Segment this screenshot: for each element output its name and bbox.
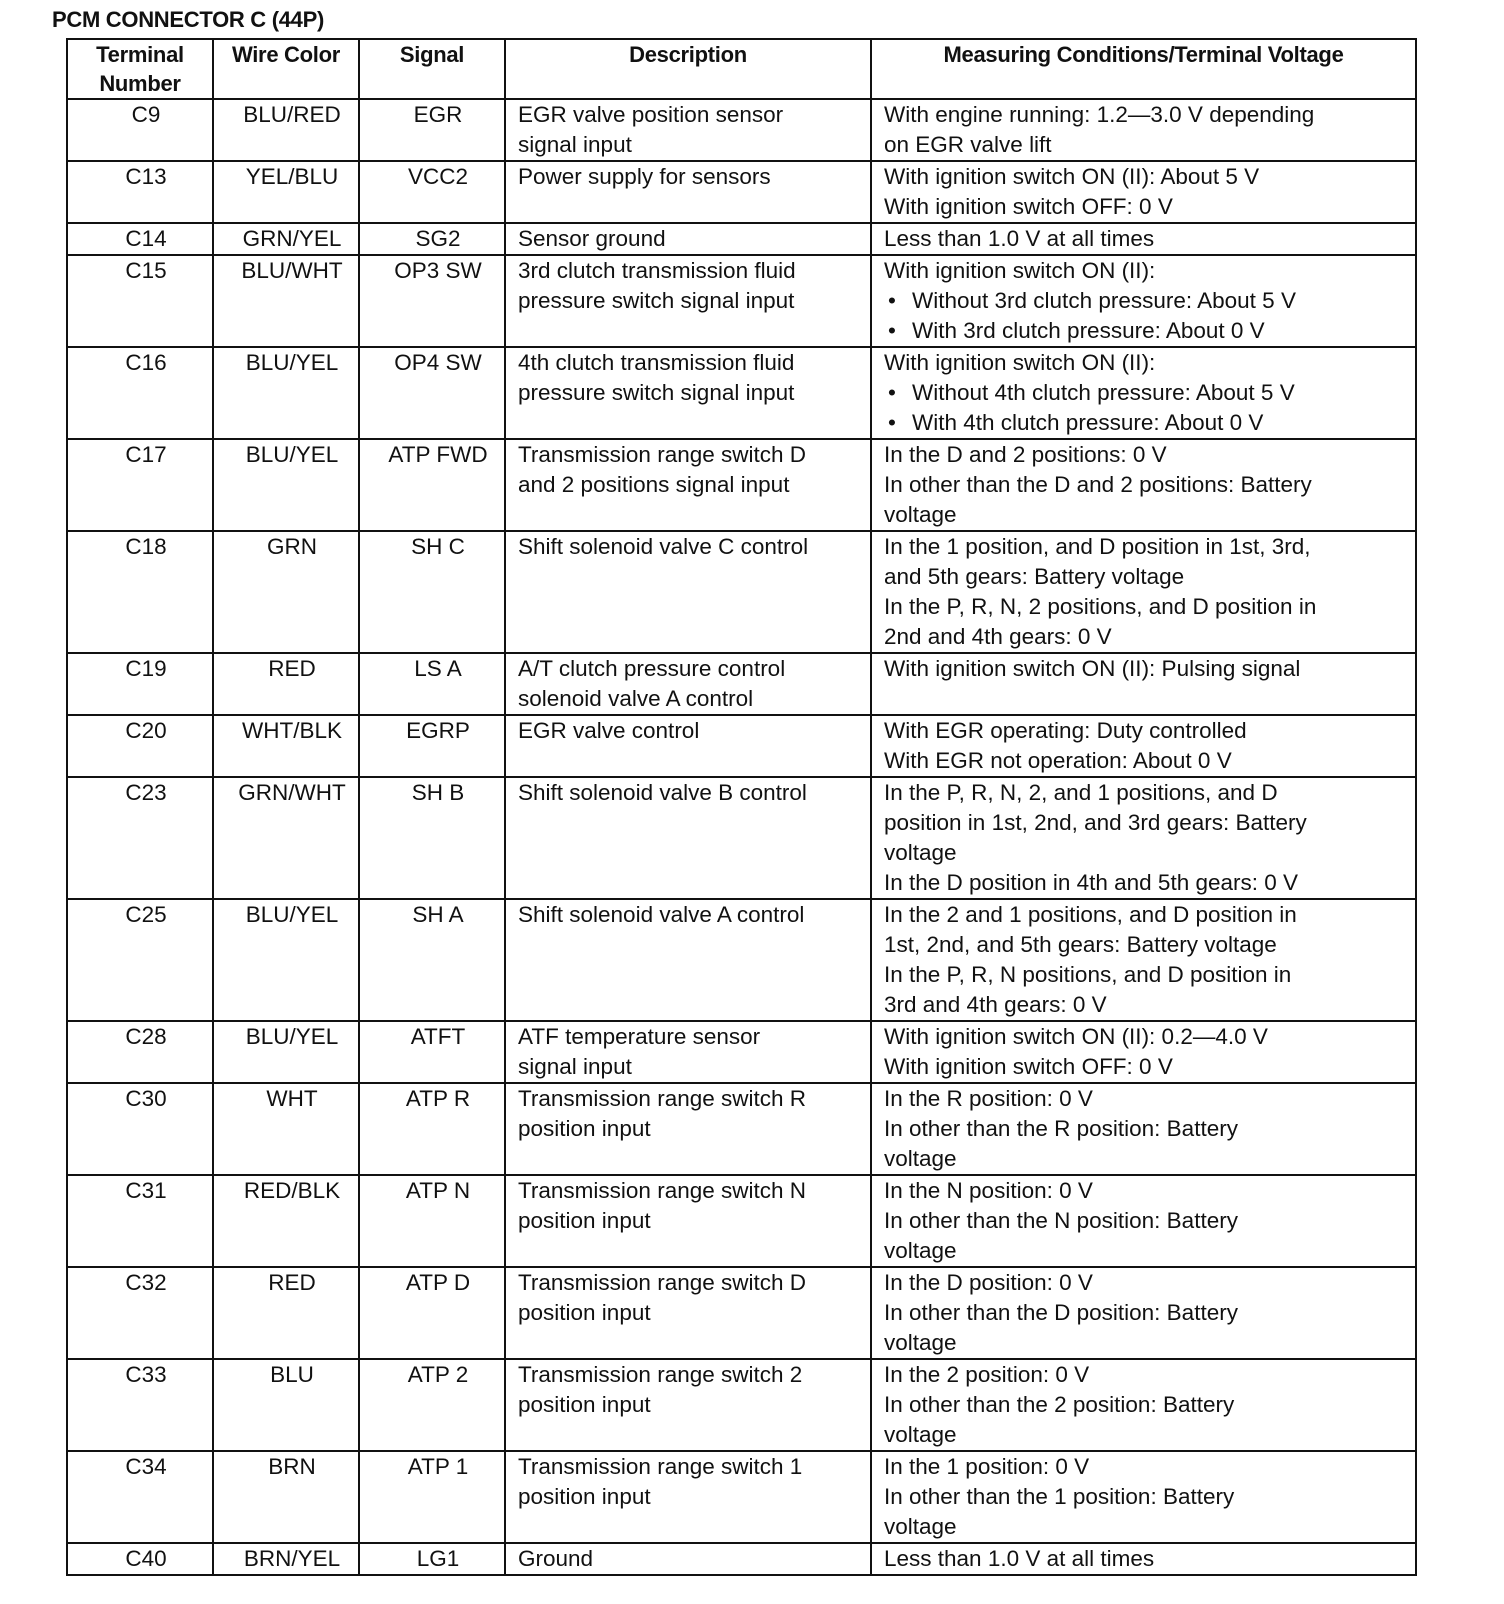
measuring-conditions-cell xyxy=(871,1267,1416,1359)
description-line: signal input xyxy=(518,132,632,157)
description-line: Shift solenoid valve C control xyxy=(518,534,809,559)
measuring-line: voltage xyxy=(884,1330,957,1355)
measuring-bullet-item: • With 3rd clutch pressure: About 0 V xyxy=(884,316,1415,346)
signal-cell: ATP D xyxy=(359,1267,505,1359)
description-cell xyxy=(505,1267,871,1359)
measuring-conditions-cell xyxy=(871,223,1416,255)
table-row xyxy=(67,1021,1416,1083)
header-description: Description xyxy=(505,39,871,99)
signal-cell: VCC2 xyxy=(359,161,505,223)
wire-color-cell: GRN xyxy=(213,531,359,653)
table-row xyxy=(67,715,1416,777)
measuring-conditions-cell xyxy=(871,161,1416,223)
terminal-number-cell: C25 xyxy=(67,899,213,1021)
description-line: 4th clutch transmission fluid xyxy=(518,350,795,375)
header-signal: Signal xyxy=(359,39,505,99)
description-line: position input xyxy=(518,1300,651,1325)
table-row xyxy=(67,347,1416,439)
terminal-number-cell: C32 xyxy=(67,1267,213,1359)
measuring-conditions-cell xyxy=(871,1175,1416,1267)
measuring-conditions-cell xyxy=(871,1543,1416,1575)
terminal-number-cell: C20 xyxy=(67,715,213,777)
measuring-line: In the D position in 4th and 5th gears: 0 V xyxy=(884,870,1299,895)
wire-color-cell: BLU/WHT xyxy=(213,255,359,347)
measuring-line: With engine running: 1.2—3.0 V depending xyxy=(884,102,1315,127)
wire-color-cell: BRN/YEL xyxy=(213,1543,359,1575)
wire-color-cell: BLU/YEL xyxy=(213,439,359,531)
table-row xyxy=(67,531,1416,653)
connector-table xyxy=(66,38,1417,1576)
measuring-line: With ignition switch ON (II): About 5 V xyxy=(884,164,1260,189)
description-line: ATF temperature sensor xyxy=(518,1024,761,1049)
terminal-number-cell: C33 xyxy=(67,1359,213,1451)
terminal-number-cell: C14 xyxy=(67,223,213,255)
signal-cell: OP3 SW xyxy=(359,255,505,347)
measuring-line: In the D position: 0 V xyxy=(884,1270,1093,1295)
measuring-bullet-item: • Without 4th clutch pressure: About 5 V xyxy=(884,378,1415,408)
wire-color-cell: BLU/RED xyxy=(213,99,359,161)
description-line: EGR valve control xyxy=(518,718,700,743)
measuring-line: voltage xyxy=(884,1146,957,1171)
description-cell xyxy=(505,347,871,439)
measuring-line: In the 1 position: 0 V xyxy=(884,1454,1090,1479)
description-line: pressure switch signal input xyxy=(518,380,795,405)
measuring-line: With ignition switch ON (II): xyxy=(884,258,1156,283)
description-cell xyxy=(505,1175,871,1267)
table-row xyxy=(67,899,1416,1021)
description-line: Shift solenoid valve B control xyxy=(518,780,807,805)
measuring-line: 1st, 2nd, and 5th gears: Battery voltage xyxy=(884,932,1277,957)
description-cell xyxy=(505,1359,871,1451)
description-line: solenoid valve A control xyxy=(518,686,754,711)
description-cell xyxy=(505,161,871,223)
table-row xyxy=(67,161,1416,223)
signal-cell: ATP 1 xyxy=(359,1451,505,1543)
table-row xyxy=(67,1451,1416,1543)
table-row xyxy=(67,653,1416,715)
description-line: Shift solenoid valve A control xyxy=(518,902,805,927)
description-cell xyxy=(505,1543,871,1575)
measuring-line: Less than 1.0 V at all times xyxy=(884,1546,1155,1571)
description-cell xyxy=(505,99,871,161)
description-line: pressure switch signal input xyxy=(518,288,795,313)
measuring-line: voltage xyxy=(884,502,957,527)
description-line: Transmission range switch D xyxy=(518,442,807,467)
description-cell xyxy=(505,531,871,653)
measuring-line: voltage xyxy=(884,1514,957,1539)
wire-color-cell: WHT xyxy=(213,1083,359,1175)
description-line: signal input xyxy=(518,1054,632,1079)
measuring-line: In other than the R position: Battery xyxy=(884,1116,1238,1141)
wire-color-cell: BLU/YEL xyxy=(213,1021,359,1083)
signal-cell: SH B xyxy=(359,777,505,899)
terminal-number-cell: C40 xyxy=(67,1543,213,1575)
description-cell xyxy=(505,715,871,777)
description-line: position input xyxy=(518,1392,651,1417)
description-cell xyxy=(505,899,871,1021)
measuring-line: In other than the 2 position: Battery xyxy=(884,1392,1235,1417)
measuring-conditions-cell xyxy=(871,1451,1416,1543)
description-cell xyxy=(505,1451,871,1543)
header-measuring-conditions: Measuring Conditions/Terminal Voltage xyxy=(871,39,1416,99)
wire-color-cell: RED xyxy=(213,1267,359,1359)
measuring-line: position in 1st, 2nd, and 3rd gears: Battery xyxy=(884,810,1307,835)
measuring-conditions-cell xyxy=(871,1021,1416,1083)
measuring-conditions-cell xyxy=(871,439,1416,531)
signal-cell: ATFT xyxy=(359,1021,505,1083)
wire-color-cell: YEL/BLU xyxy=(213,161,359,223)
description-cell xyxy=(505,1083,871,1175)
signal-cell: ATP R xyxy=(359,1083,505,1175)
terminal-number-cell: C18 xyxy=(67,531,213,653)
description-line: Sensor ground xyxy=(518,226,666,251)
table-row xyxy=(67,1359,1416,1451)
terminal-number-cell: C31 xyxy=(67,1175,213,1267)
signal-cell: LS A xyxy=(359,653,505,715)
measuring-line: In the N position: 0 V xyxy=(884,1178,1093,1203)
description-line: position input xyxy=(518,1208,651,1233)
measuring-line: In other than the 1 position: Battery xyxy=(884,1484,1235,1509)
description-line: Transmission range switch D xyxy=(518,1270,807,1295)
measuring-conditions-cell xyxy=(871,99,1416,161)
signal-cell: EGR xyxy=(359,99,505,161)
description-cell xyxy=(505,653,871,715)
signal-cell: EGRP xyxy=(359,715,505,777)
measuring-conditions-cell xyxy=(871,653,1416,715)
measuring-line: on EGR valve lift xyxy=(884,132,1052,157)
description-cell xyxy=(505,255,871,347)
page-title: PCM CONNECTOR C (44P) xyxy=(52,7,324,32)
table-row xyxy=(67,223,1416,255)
terminal-number-cell: C13 xyxy=(67,161,213,223)
measuring-line: With EGR operating: Duty controlled xyxy=(884,718,1247,743)
measuring-line: voltage xyxy=(884,1238,957,1263)
signal-cell: ATP FWD xyxy=(359,439,505,531)
measuring-line: In the 2 and 1 positions, and D position in xyxy=(884,902,1297,927)
wire-color-cell: WHT/BLK xyxy=(213,715,359,777)
terminal-number-cell: C23 xyxy=(67,777,213,899)
signal-cell: ATP 2 xyxy=(359,1359,505,1451)
signal-cell: SH A xyxy=(359,899,505,1021)
measuring-conditions-cell xyxy=(871,777,1416,899)
measuring-line: In the P, R, N positions, and D position in xyxy=(884,962,1292,987)
table-row xyxy=(67,1083,1416,1175)
description-line: position input xyxy=(518,1484,651,1509)
measuring-conditions-cell xyxy=(871,1359,1416,1451)
measuring-line: With ignition switch OFF: 0 V xyxy=(884,194,1173,219)
description-line: Transmission range switch R xyxy=(518,1086,807,1111)
description-cell xyxy=(505,223,871,255)
signal-cell: SH C xyxy=(359,531,505,653)
description-cell xyxy=(505,439,871,531)
measuring-line: Less than 1.0 V at all times xyxy=(884,226,1155,251)
wire-color-cell: GRN/WHT xyxy=(213,777,359,899)
measuring-line: In the 2 position: 0 V xyxy=(884,1362,1090,1387)
wire-color-cell: RED xyxy=(213,653,359,715)
table-row xyxy=(67,1175,1416,1267)
table-row xyxy=(67,439,1416,531)
measuring-line: voltage xyxy=(884,840,957,865)
measuring-line: 3rd and 4th gears: 0 V xyxy=(884,992,1107,1017)
terminal-number-cell: C17 xyxy=(67,439,213,531)
terminal-number-cell: C28 xyxy=(67,1021,213,1083)
description-line: position input xyxy=(518,1116,651,1141)
description-line: Ground xyxy=(518,1546,594,1571)
measuring-line: With EGR not operation: About 0 V xyxy=(884,748,1232,773)
header-row xyxy=(67,39,1416,99)
measuring-line: In the P, R, N, 2, and 1 positions, and D xyxy=(884,780,1278,805)
table-row xyxy=(67,1543,1416,1575)
measuring-line: In other than the D and 2 positions: Battery xyxy=(884,472,1312,497)
signal-cell: ATP N xyxy=(359,1175,505,1267)
signal-cell: OP4 SW xyxy=(359,347,505,439)
description-line: 3rd clutch transmission fluid xyxy=(518,258,796,283)
table-row xyxy=(67,255,1416,347)
measuring-conditions-cell xyxy=(871,531,1416,653)
table-body xyxy=(67,99,1416,1575)
table-row xyxy=(67,777,1416,899)
table-row xyxy=(67,99,1416,161)
measuring-conditions-cell xyxy=(871,1083,1416,1175)
terminal-number-cell: C15 xyxy=(67,255,213,347)
terminal-number-cell: C30 xyxy=(67,1083,213,1175)
description-line: Power supply for sensors xyxy=(518,164,771,189)
measuring-line: In other than the N position: Battery xyxy=(884,1208,1238,1233)
header-terminal-line1: Terminal xyxy=(96,42,184,67)
description-cell xyxy=(505,1021,871,1083)
measuring-line: 2nd and 4th gears: 0 V xyxy=(884,624,1112,649)
measuring-conditions-cell xyxy=(871,715,1416,777)
measuring-line: With ignition switch ON (II): xyxy=(884,350,1156,375)
terminal-number-cell: C9 xyxy=(67,99,213,161)
wire-color-cell: BRN xyxy=(213,1451,359,1543)
description-line: EGR valve position sensor xyxy=(518,102,784,127)
description-line: Transmission range switch 1 xyxy=(518,1454,803,1479)
header-terminal-number xyxy=(67,39,213,99)
header-wire-color: Wire Color xyxy=(213,39,359,99)
measuring-line: In the P, R, N, 2 positions, and D position in xyxy=(884,594,1317,619)
measuring-line: With ignition switch ON (II): 0.2—4.0 V xyxy=(884,1024,1268,1049)
terminal-number-cell: C34 xyxy=(67,1451,213,1543)
description-line: Transmission range switch N xyxy=(518,1178,807,1203)
measuring-conditions-cell xyxy=(871,899,1416,1021)
wire-color-cell: BLU xyxy=(213,1359,359,1451)
measuring-line: In the D and 2 positions: 0 V xyxy=(884,442,1167,467)
description-line: and 2 positions signal input xyxy=(518,472,790,497)
measuring-line: With ignition switch ON (II): Pulsing signal xyxy=(884,656,1301,681)
terminal-number-cell: C16 xyxy=(67,347,213,439)
measuring-conditions-cell xyxy=(871,347,1416,439)
measuring-line: With ignition switch OFF: 0 V xyxy=(884,1054,1173,1079)
description-line: A/T clutch pressure control xyxy=(518,656,786,681)
description-cell xyxy=(505,777,871,899)
measuring-bullet-item: • Without 3rd clutch pressure: About 5 V xyxy=(884,286,1415,316)
wire-color-cell: RED/BLK xyxy=(213,1175,359,1267)
measuring-line: In the R position: 0 V xyxy=(884,1086,1093,1111)
header-terminal-line2: Number xyxy=(99,71,181,96)
table-row xyxy=(67,1267,1416,1359)
measuring-line: In the 1 position, and D position in 1st, 3rd, xyxy=(884,534,1311,559)
terminal-number-cell: C19 xyxy=(67,653,213,715)
measuring-conditions-cell xyxy=(871,255,1416,347)
description-line: Transmission range switch 2 xyxy=(518,1362,803,1387)
wire-color-cell: BLU/YEL xyxy=(213,899,359,1021)
measuring-bullet-item: • With 4th clutch pressure: About 0 V xyxy=(884,408,1415,438)
measuring-line: voltage xyxy=(884,1422,957,1447)
measuring-line: and 5th gears: Battery voltage xyxy=(884,564,1185,589)
signal-cell: SG2 xyxy=(359,223,505,255)
measuring-line: In other than the D position: Battery xyxy=(884,1300,1238,1325)
wire-color-cell: GRN/YEL xyxy=(213,223,359,255)
signal-cell: LG1 xyxy=(359,1543,505,1575)
wire-color-cell: BLU/YEL xyxy=(213,347,359,439)
